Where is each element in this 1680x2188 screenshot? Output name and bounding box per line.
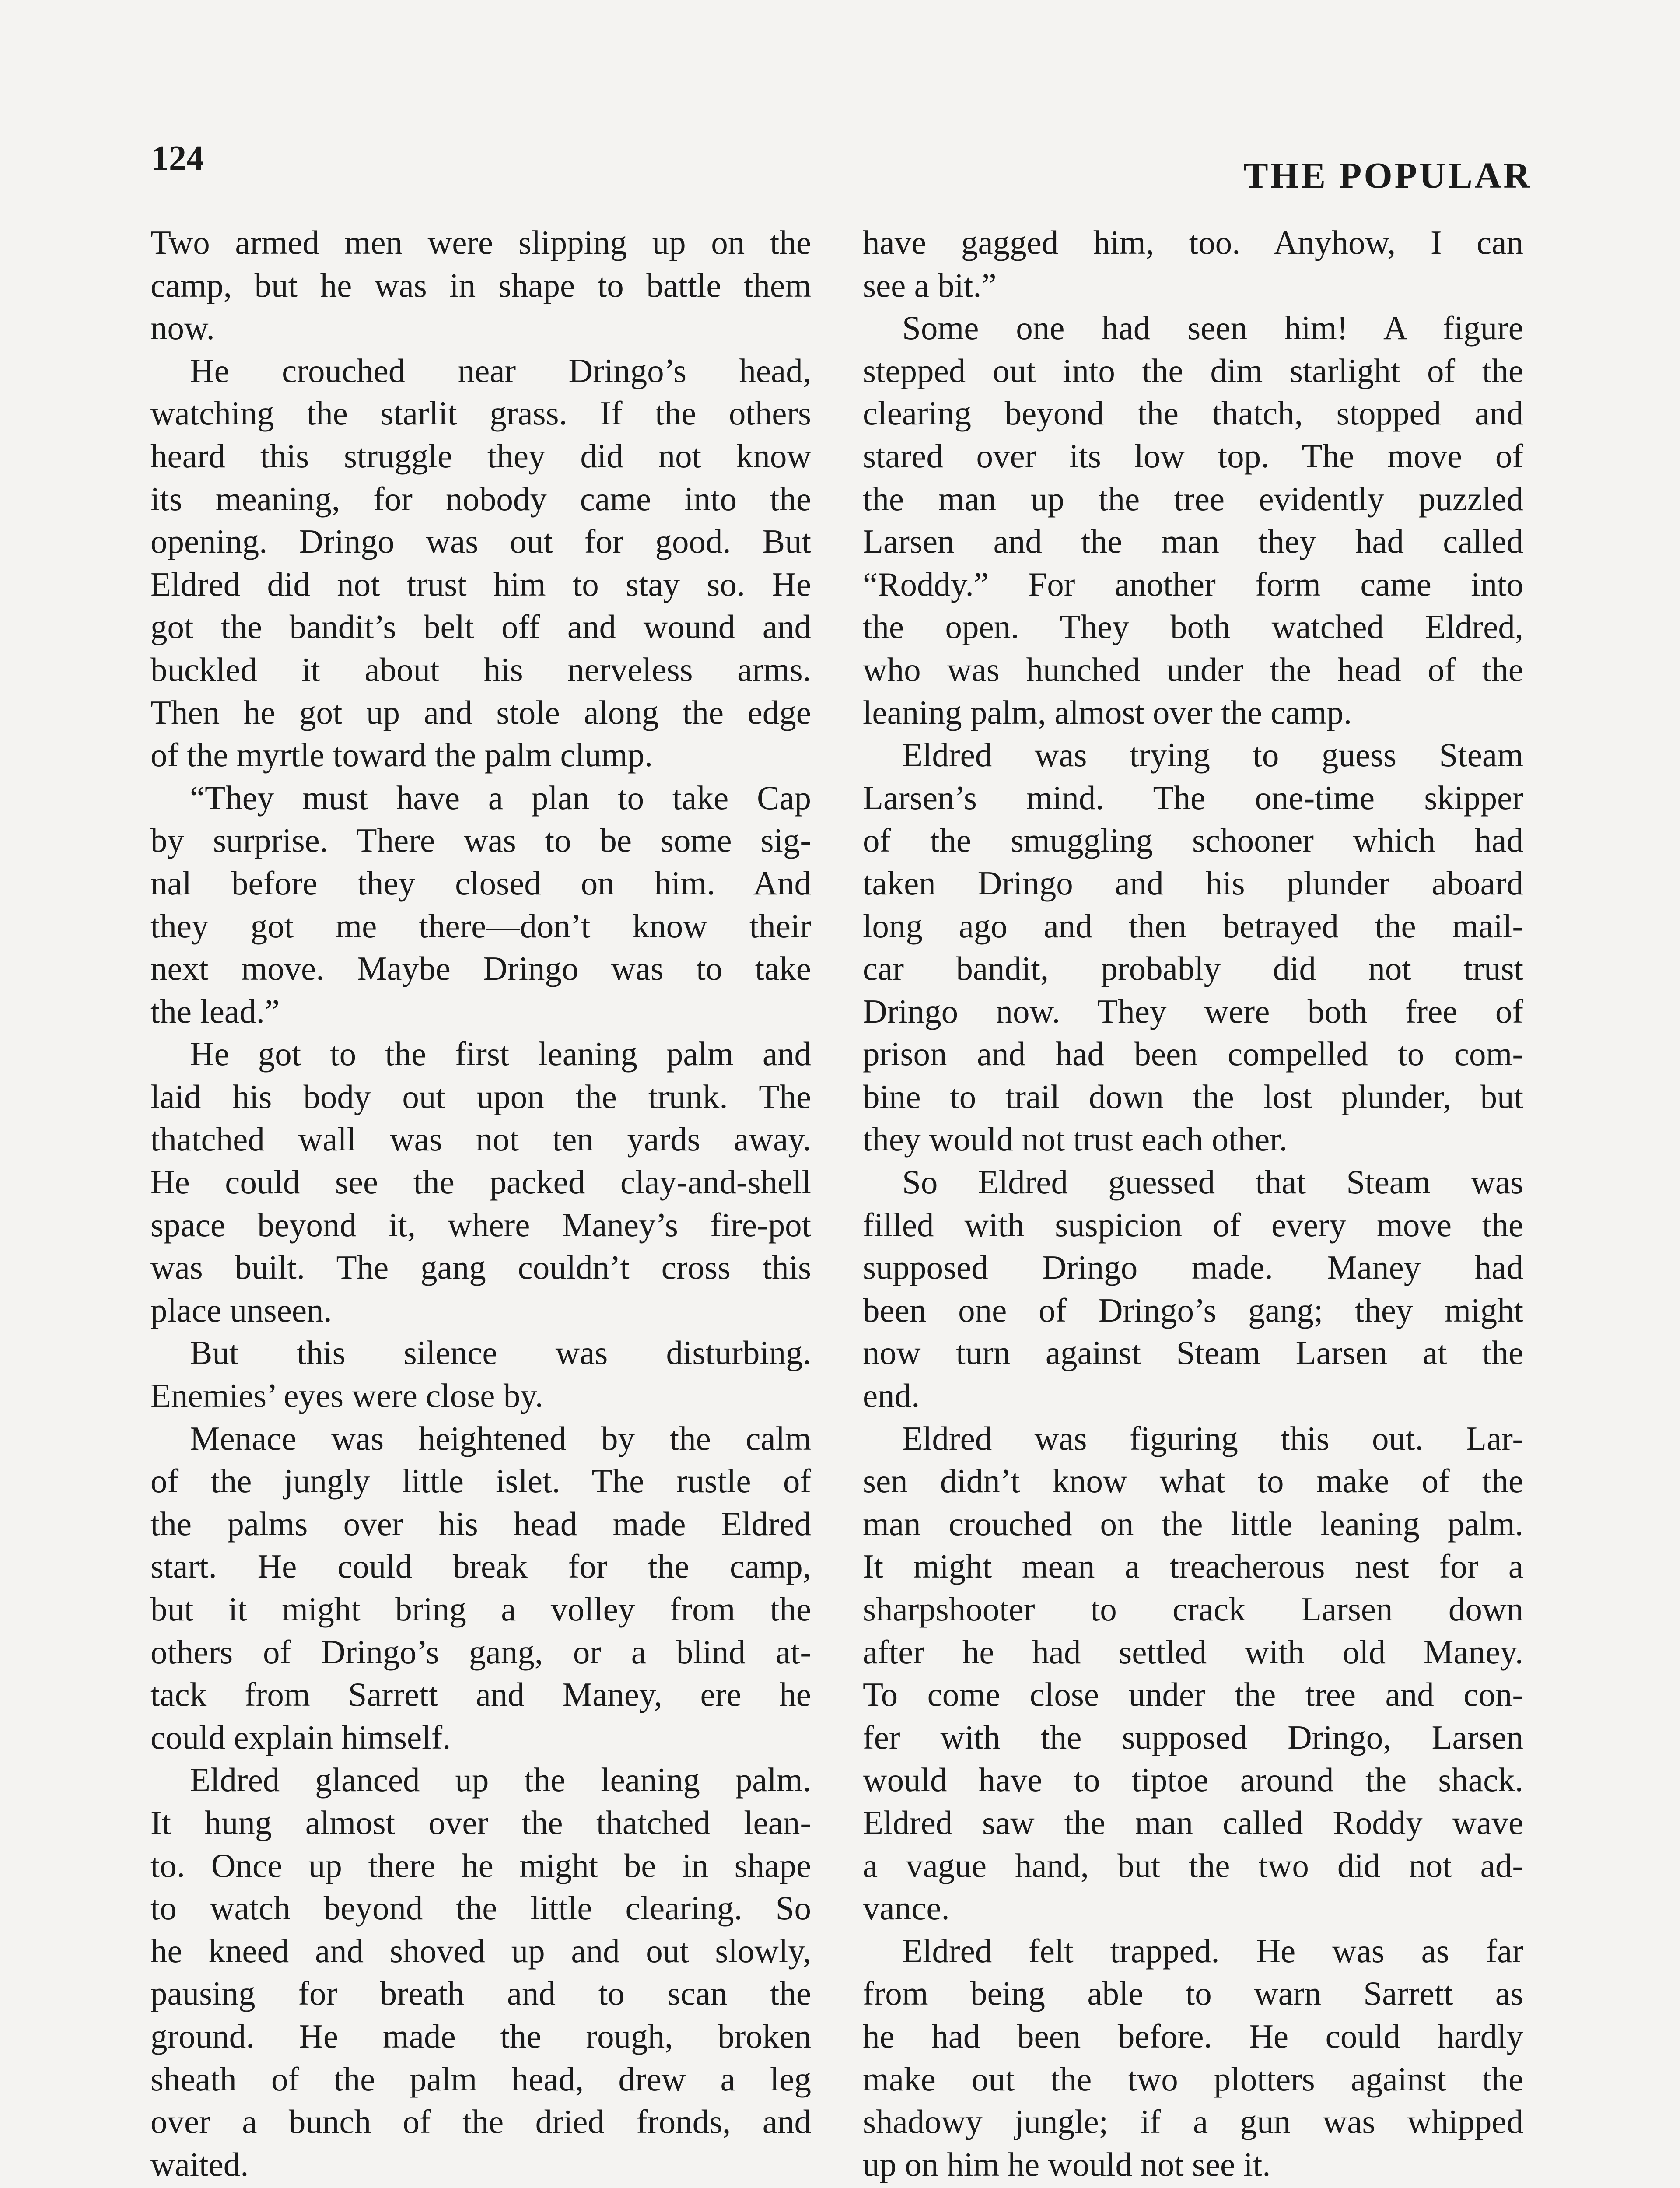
text-line: buckled it about his nerveless arms. bbox=[150, 650, 811, 688]
text-line: been one of Dringo’s gang; they might bbox=[863, 1291, 1523, 1329]
text-line: make out the two plotters against the bbox=[863, 2060, 1523, 2098]
text-line: He got to the first leaning palm and bbox=[190, 1035, 811, 1073]
text-line: fer with the supposed Dringo, Larsen bbox=[863, 1718, 1523, 1756]
text-line: by surprise. There was to be some sig- bbox=[150, 821, 811, 859]
text-line: “Roddy.” For another form came into bbox=[863, 565, 1523, 603]
text-line: Larsen’s mind. The one-time skipper bbox=[863, 778, 1523, 817]
text-line: after he had settled with old Maney. bbox=[863, 1633, 1523, 1671]
text-line: nal before they closed on him. And bbox=[150, 864, 811, 902]
text-line: He crouched near Dringo’s head, bbox=[190, 351, 811, 389]
text-line: filled with suspicion of every move the bbox=[863, 1206, 1523, 1244]
text-line: pausing for breath and to scan the bbox=[150, 1974, 811, 2013]
text-line: start. He could break for the camp, bbox=[150, 1547, 811, 1585]
text-line: heard this struggle they did not know bbox=[150, 437, 811, 475]
text-line: So Eldred guessed that Steam was bbox=[902, 1163, 1523, 1201]
text-line bbox=[863, 2186, 1523, 2188]
text-line: got the bandit’s belt off and wound and bbox=[150, 608, 811, 646]
text-line: He could see the packed clay-and-shell bbox=[150, 1163, 811, 1201]
text-line bbox=[150, 2186, 811, 2188]
right-text-column bbox=[863, 221, 1523, 2188]
text-line: It might mean a treacherous nest for a bbox=[863, 1547, 1523, 1585]
text-line: sheath of the palm head, drew a leg bbox=[150, 2060, 811, 2098]
text-line: camp, but he was in shape to battle them bbox=[150, 266, 811, 304]
text-line: its meaning, for nobody came into the bbox=[150, 480, 811, 518]
text-line: Eldred did not trust him to stay so. He bbox=[150, 565, 811, 603]
text-line: the man up the tree evidently puzzled bbox=[863, 480, 1523, 518]
text-line: of the jungly little islet. The rustle of bbox=[150, 1462, 811, 1500]
text-line: Eldred was figuring this out. Lar- bbox=[902, 1419, 1523, 1457]
text-line: Two armed men were slipping up on the bbox=[150, 224, 811, 261]
text-line: clearing beyond the thatch, stopped and bbox=[863, 394, 1523, 432]
text-line: opening. Dringo was out for good. But bbox=[150, 522, 811, 561]
text-line: Dringo now. They were both free of bbox=[863, 992, 1523, 1030]
text-line: see a bit.” bbox=[863, 266, 997, 304]
text-line: stared over its low top. The move of bbox=[863, 437, 1523, 475]
text-line: man crouched on the little leaning palm. bbox=[863, 1504, 1523, 1543]
text-line: vance. bbox=[863, 1889, 950, 1927]
text-line: “They must have a plan to take Cap bbox=[190, 778, 811, 817]
text-line: could explain himself. bbox=[150, 1718, 451, 1756]
text-line: bine to trail down the lost plunder, but bbox=[863, 1077, 1523, 1115]
text-line: tack from Sarrett and Maney, ere he bbox=[150, 1676, 811, 1714]
running-head: THE POPULAR bbox=[1243, 155, 1532, 196]
text-line: sen didn’t know what to make of the bbox=[863, 1462, 1523, 1500]
text-line: laid his body out upon the trunk. The bbox=[150, 1077, 811, 1115]
text-line: Some one had seen him! A figure bbox=[902, 309, 1523, 347]
text-line: stepped out into the dim starlight of the bbox=[863, 351, 1523, 389]
text-line: the palms over his head made Eldred bbox=[150, 1504, 811, 1543]
text-line: long ago and then betrayed the mail- bbox=[863, 907, 1523, 945]
text-line: of the smuggling schooner which had bbox=[863, 821, 1523, 859]
text-line: watching the starlit grass. If the others bbox=[150, 394, 811, 432]
left-text-column bbox=[150, 221, 811, 2188]
text-line: would have to tiptoe around the shack. bbox=[863, 1761, 1523, 1799]
text-line: but it might bring a volley from the bbox=[150, 1590, 811, 1628]
text-line: others of Dringo’s gang, or a blind at- bbox=[150, 1633, 811, 1671]
text-line: car bandit, probably did not trust bbox=[863, 950, 1523, 988]
text-line: next move. Maybe Dringo was to take bbox=[150, 950, 811, 988]
text-line: place unseen. bbox=[150, 1291, 332, 1329]
page-number: 124 bbox=[151, 139, 204, 178]
text-line: Menace was heightened by the calm bbox=[190, 1419, 811, 1457]
text-line: he kneed and shoved up and out slowly, bbox=[150, 1932, 811, 1970]
text-line: But this silence was disturbing. bbox=[190, 1334, 811, 1372]
text-line: Eldred saw the man called Roddy wave bbox=[863, 1803, 1523, 1841]
text-line: leaning palm, almost over the camp. bbox=[863, 693, 1352, 731]
text-line: space beyond it, where Maney’s fire-pot bbox=[150, 1206, 811, 1244]
text-line: Then he got up and stole along the edge bbox=[150, 693, 811, 731]
text-line: Eldred glanced up the leaning palm. bbox=[190, 1761, 811, 1799]
text-line: Eldred felt trapped. He was as far bbox=[902, 1932, 1523, 1970]
text-line: he had been before. He could hardly bbox=[863, 2017, 1523, 2055]
text-line: from being able to warn Sarrett as bbox=[863, 1974, 1523, 2013]
text-line: have gagged him, too. Anyhow, I can bbox=[863, 224, 1523, 261]
text-line: To come close under the tree and con- bbox=[863, 1676, 1523, 1714]
text-line: taken Dringo and his plunder aboard bbox=[863, 864, 1523, 902]
text-line: Enemies’ eyes were close by. bbox=[150, 1377, 543, 1415]
text-line: now. bbox=[150, 309, 215, 347]
text-line: to. Once up there he might be in shape bbox=[150, 1846, 811, 1884]
text-line: the open. They both watched Eldred, bbox=[863, 608, 1523, 646]
text-line: who was hunched under the head of the bbox=[863, 650, 1523, 688]
text-line: the lead.” bbox=[150, 992, 280, 1030]
text-line: now turn against Steam Larsen at the bbox=[863, 1334, 1523, 1372]
text-line: up on him he would not see it. bbox=[863, 2145, 1271, 2183]
text-line: sharpshooter to crack Larsen down bbox=[863, 1590, 1523, 1628]
text-line: waited. bbox=[150, 2145, 249, 2183]
text-line: of the myrtle toward the palm clump. bbox=[150, 736, 653, 774]
text-line: to watch beyond the little clearing. So bbox=[150, 1889, 811, 1927]
text-line: prison and had been compelled to com- bbox=[863, 1035, 1523, 1073]
text-line: shadowy jungle; if a gun was whipped bbox=[863, 2103, 1523, 2141]
text-line: over a bunch of the dried fronds, and bbox=[150, 2103, 811, 2141]
text-line: Eldred was trying to guess Steam bbox=[902, 736, 1523, 774]
text-line: It hung almost over the thatched lean- bbox=[150, 1803, 811, 1841]
text-line: a vague hand, but the two did not ad- bbox=[863, 1846, 1523, 1884]
text-line: end. bbox=[863, 1377, 920, 1415]
text-line: was built. The gang couldn’t cross this bbox=[150, 1248, 811, 1287]
text-line: Larsen and the man they had called bbox=[863, 522, 1523, 561]
text-line: thatched wall was not ten yards away. bbox=[150, 1120, 811, 1158]
text-line: supposed Dringo made. Maney had bbox=[863, 1248, 1523, 1287]
text-line: they would not trust each other. bbox=[863, 1120, 1288, 1158]
text-line: they got me there—don’t know their bbox=[150, 907, 811, 945]
text-line: ground. He made the rough, broken bbox=[150, 2017, 811, 2055]
